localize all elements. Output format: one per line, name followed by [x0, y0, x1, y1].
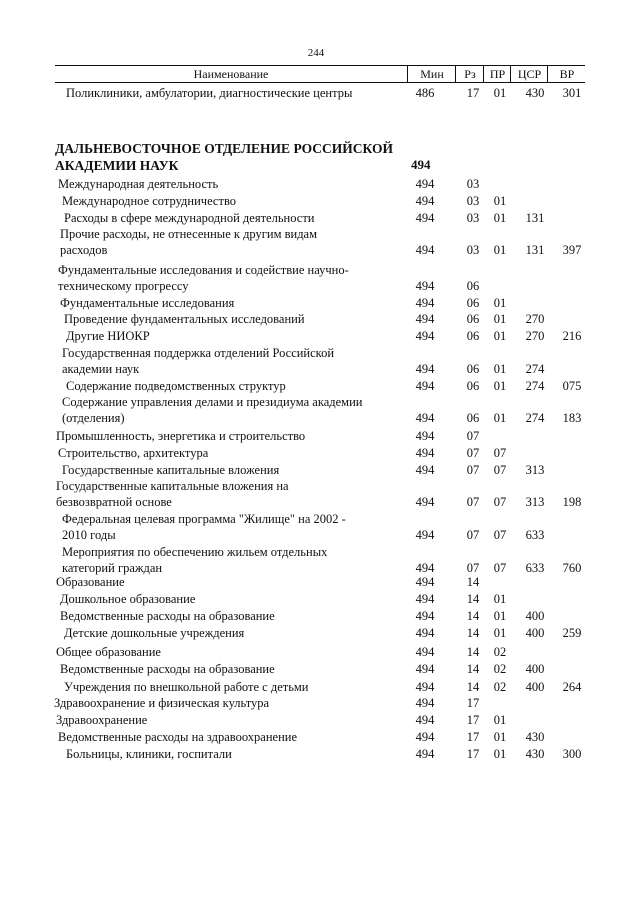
- row-vr: 259: [562, 626, 582, 640]
- row-pr: 01: [493, 194, 507, 208]
- row-min: 494: [415, 379, 435, 393]
- row-name: Здравоохранение и физическая культура: [54, 696, 270, 710]
- row-rz: 14: [466, 680, 480, 694]
- row-name: Общее образование: [56, 645, 161, 659]
- row-name: Содержание подведомственных структур: [66, 379, 286, 393]
- row-pr: 01: [493, 626, 507, 640]
- row-name: Другие НИОКР: [66, 329, 150, 343]
- row-min: 494: [415, 575, 435, 589]
- header-name: Наименование: [193, 67, 269, 81]
- row-pr: 07: [493, 528, 507, 542]
- page-number: 244: [307, 47, 325, 59]
- row-rz: 03: [466, 177, 480, 191]
- row-min: 494: [415, 446, 435, 460]
- row-pr: 01: [493, 329, 507, 343]
- row-vr: 075: [562, 379, 582, 393]
- row-name: Ведомственные расходы на образование: [60, 609, 275, 623]
- row-rz: 06: [466, 279, 480, 293]
- row-name: Образование: [56, 575, 125, 589]
- row-rz: 06: [466, 362, 480, 376]
- row-rz: 14: [466, 575, 480, 589]
- row-min: 494: [415, 680, 435, 694]
- row-rz: 07: [466, 446, 480, 460]
- row-pr: 01: [493, 312, 507, 326]
- row-csr: 430: [525, 86, 545, 100]
- row-rz: 06: [466, 312, 480, 326]
- row-csr: 270: [525, 329, 545, 343]
- row-name: Государственная поддержка отделений Российской академии наук: [62, 346, 335, 376]
- row-min: 494: [415, 626, 435, 640]
- row-rz: 03: [466, 194, 480, 208]
- row-rz: 14: [466, 662, 480, 676]
- row-name: Поликлиники, амбулатории, диагностические центры: [66, 86, 353, 100]
- row-min: 494: [415, 696, 435, 710]
- row-min: 494: [415, 429, 435, 443]
- row-csr: 633: [525, 561, 545, 575]
- row-rz: 06: [466, 379, 480, 393]
- row-vr: 198: [562, 495, 582, 509]
- row-name: Ведомственные расходы на образование: [60, 662, 275, 676]
- row-pr: 07: [493, 561, 507, 575]
- row-pr: 01: [493, 243, 507, 257]
- row-pr: 07: [493, 446, 507, 460]
- row-vr: 760: [562, 561, 582, 575]
- row-min: 486: [415, 86, 435, 100]
- row-csr: 430: [525, 747, 545, 761]
- row-pr: 01: [493, 592, 507, 606]
- row-min: 494: [415, 528, 435, 542]
- row-pr: 07: [493, 495, 507, 509]
- row-rz: 14: [466, 609, 480, 623]
- header-csr: ЦСР: [510, 66, 548, 82]
- department-title: ДАЛЬНЕВОСТОЧНОЕ ОТДЕЛЕНИЕ РОССИЙСКОЙ АКАДЕМИИ НАУК: [55, 141, 393, 173]
- row-csr: 313: [525, 495, 545, 509]
- table-header: [55, 65, 585, 83]
- row-pr: 01: [493, 211, 507, 225]
- row-vr: 264: [562, 680, 582, 694]
- row-rz: 03: [466, 243, 480, 257]
- row-min: 494: [415, 609, 435, 623]
- row-name: Государственные капитальные вложения: [62, 463, 280, 477]
- row-rz: 14: [466, 592, 480, 606]
- row-csr: 274: [525, 379, 545, 393]
- row-csr: 270: [525, 312, 545, 326]
- row-csr: 400: [525, 662, 545, 676]
- row-csr: 430: [525, 730, 545, 744]
- row-csr: 400: [525, 626, 545, 640]
- row-pr: 02: [493, 645, 507, 659]
- row-name: Фундаментальные исследования и содействие научно- техническому прогрессу: [58, 263, 349, 293]
- row-rz: 17: [466, 747, 480, 761]
- row-min: 494: [415, 662, 435, 676]
- row-name: Ведомственные расходы на здравоохранение: [58, 730, 298, 744]
- row-min: 494: [415, 411, 435, 425]
- row-csr: 633: [525, 528, 545, 542]
- row-rz: 14: [466, 626, 480, 640]
- row-min: 494: [415, 645, 435, 659]
- row-rz: 17: [466, 730, 480, 744]
- row-pr: 01: [493, 747, 507, 761]
- row-rz: 06: [466, 329, 480, 343]
- row-vr: 300: [562, 747, 582, 761]
- row-pr: 01: [493, 362, 507, 376]
- row-rz: 07: [466, 429, 480, 443]
- row-name: Больницы, клиники, госпитали: [66, 747, 232, 761]
- row-rz: 03: [466, 211, 480, 225]
- row-name: Дошкольное образование: [60, 592, 196, 606]
- header-vr: ВР: [547, 66, 586, 82]
- row-min: 494: [415, 592, 435, 606]
- header-min: Мин: [407, 66, 456, 82]
- row-rz: 06: [466, 411, 480, 425]
- row-rz: 17: [466, 696, 480, 710]
- row-name: Строительство, архитектура: [58, 446, 209, 460]
- row-name: Фундаментальные исследования: [60, 296, 235, 310]
- row-name: Расходы в сфере международной деятельности: [64, 211, 315, 225]
- row-csr: 400: [525, 609, 545, 623]
- row-name: Международная деятельность: [58, 177, 219, 191]
- row-csr: 131: [525, 211, 545, 225]
- row-pr: 01: [493, 296, 507, 310]
- row-pr: 07: [493, 463, 507, 477]
- row-pr: 01: [493, 609, 507, 623]
- row-min: 494: [415, 296, 435, 310]
- row-pr: 01: [493, 730, 507, 744]
- row-min: 494: [415, 211, 435, 225]
- row-min: 494: [415, 495, 435, 509]
- row-name: Детские дошкольные учреждения: [64, 626, 245, 640]
- row-name: Проведение фундаментальных исследований: [64, 312, 305, 326]
- row-min: 494: [415, 329, 435, 343]
- row-min: 494: [415, 312, 435, 326]
- row-min: 494: [415, 279, 435, 293]
- row-rz: 07: [466, 495, 480, 509]
- row-pr: 02: [493, 662, 507, 676]
- row-name: Промышленность, энергетика и строительство: [56, 429, 306, 443]
- row-name: Учреждения по внешкольной работе с детьми: [64, 680, 309, 694]
- row-pr: 01: [493, 411, 507, 425]
- row-name: Мероприятия по обеспечению жильем отдельных категорий граждан: [62, 545, 328, 575]
- row-csr: 274: [525, 411, 545, 425]
- row-csr: 313: [525, 463, 545, 477]
- row-name: Здравоохранение: [56, 713, 148, 727]
- row-min: 494: [415, 177, 435, 191]
- row-min: 494: [415, 561, 435, 575]
- row-min: 494: [415, 194, 435, 208]
- row-min: 494: [415, 243, 435, 257]
- row-csr: 274: [525, 362, 545, 376]
- header-rz: Рз: [455, 66, 484, 82]
- row-rz: 17: [466, 86, 480, 100]
- row-vr: 183: [562, 411, 582, 425]
- row-rz: 14: [466, 645, 480, 659]
- row-csr: 400: [525, 680, 545, 694]
- department-min: 494: [411, 157, 431, 172]
- row-rz: 06: [466, 296, 480, 310]
- row-name: Содержание управления делами и президиума академии (отделения): [62, 395, 363, 425]
- row-name: Государственные капитальные вложения на безвозвратной основе: [56, 479, 289, 509]
- row-csr: 131: [525, 243, 545, 257]
- row-pr: 01: [493, 713, 507, 727]
- header-pr: ПР: [483, 66, 511, 82]
- row-min: 494: [415, 463, 435, 477]
- row-name: Прочие расходы, не отнесенные к другим видам расходов: [60, 227, 318, 257]
- row-pr: 01: [493, 379, 507, 393]
- row-vr: 301: [562, 86, 582, 100]
- row-min: 494: [415, 713, 435, 727]
- row-min: 494: [415, 730, 435, 744]
- row-name: Федеральная целевая программа "Жилище" на 2002 - 2010 годы: [62, 512, 346, 542]
- row-vr: 216: [562, 329, 582, 343]
- row-rz: 07: [466, 463, 480, 477]
- row-rz: 07: [466, 561, 480, 575]
- row-name: Международное сотрудничество: [62, 194, 237, 208]
- row-rz: 17: [466, 713, 480, 727]
- row-rz: 07: [466, 528, 480, 542]
- row-pr: 02: [493, 680, 507, 694]
- row-vr: 397: [562, 243, 582, 257]
- row-pr: 01: [493, 86, 507, 100]
- row-min: 494: [415, 362, 435, 376]
- row-min: 494: [415, 747, 435, 761]
